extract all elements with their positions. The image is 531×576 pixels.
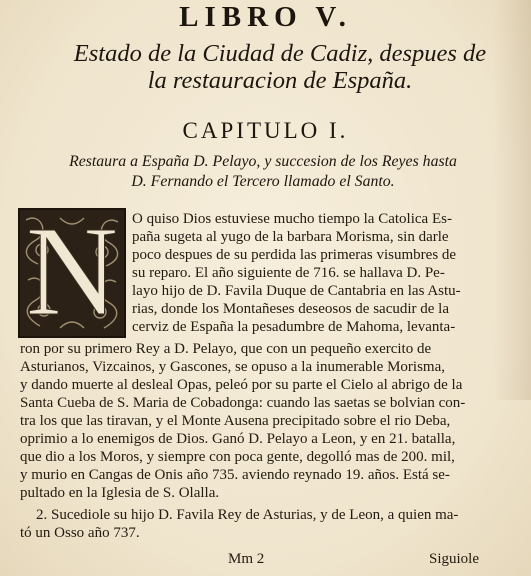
chapter-title: CAPITULO I. — [182, 118, 349, 143]
body-line: tra los que las tiravan, y el Monte Ausena precipitado sobre el rio Deba, — [20, 413, 451, 429]
initial-letter: N — [25, 200, 119, 342]
body-line: ron por su primero Rey a D. Pelayo, que con un pequeño exercito de — [20, 341, 432, 357]
subtitle-line-1: Estado de la Ciudad de Cadiz, despues de — [73, 40, 487, 67]
body-line: su reparo. El año siguiente de 716. se hallava D. Pe- — [132, 265, 445, 281]
body-line: Asturianos, Vizcainos, y Gascones, se opuso a la inumerable Morisma, — [20, 359, 445, 375]
body-line: O quiso Dios estuviese mucho tiempo la Catolica Es- — [132, 211, 452, 227]
body-line: layo hijo de D. Favila Duque de Cantabria en las Astu- — [132, 283, 461, 299]
body-line: paña sugeta al yugo de la barbara Morisma, sin darle — [132, 229, 449, 245]
body-line: que dio a los Moros, y siempre con poca gente, degolló mas de 200. mil, — [20, 449, 455, 465]
subtitle-line-2: la restauracion de España. — [147, 67, 413, 94]
chapter-summary — [28, 152, 498, 192]
body-line: rias, donde los Montañeses deseosos de sacudir de la — [132, 301, 450, 317]
body-line: poco despues de su perdida las primeras visumbres de — [132, 247, 457, 263]
book-title: LIBRO V. — [179, 1, 352, 33]
body-line: y murio en Cangas de Onis año 735. aviendo reynado 19. años. Está se- — [20, 467, 450, 483]
body-line: pultado en la Iglesia de S. Olalla. — [20, 485, 220, 501]
body-line: Santa Cueba de S. Maria de Cobadonga: cuando las saetas se bolvian con- — [20, 395, 466, 411]
catchword: Siguiole — [429, 551, 480, 567]
body-line: y dando muerte al desleal Opas, peleó por su parte el Cielo al abrigo de la — [20, 377, 463, 393]
summary-line-2: D. Fernando el Tercero llamado el Santo. — [131, 173, 395, 190]
decorated-initial — [18, 200, 126, 342]
body-line: cerviz de España la pesadumbre de Mahoma, levanta- — [132, 319, 456, 335]
signature-mark: Mm 2 — [228, 551, 265, 567]
body-line: tó un Osso año 737. — [20, 525, 140, 541]
body-line: 2. Sucediole su hijo D. Favila Rey de Asturias, y de Leon, a quien ma- — [36, 507, 459, 523]
summary-line-1: Restaura a España D. Pelayo, y succesion de los Reyes hasta — [69, 153, 457, 170]
book-subtitle — [50, 40, 510, 94]
body-line: oprimio a lo enemigos de Dios. Ganó D. Pelayo a Leon, y en 21. batalla, — [20, 431, 456, 447]
